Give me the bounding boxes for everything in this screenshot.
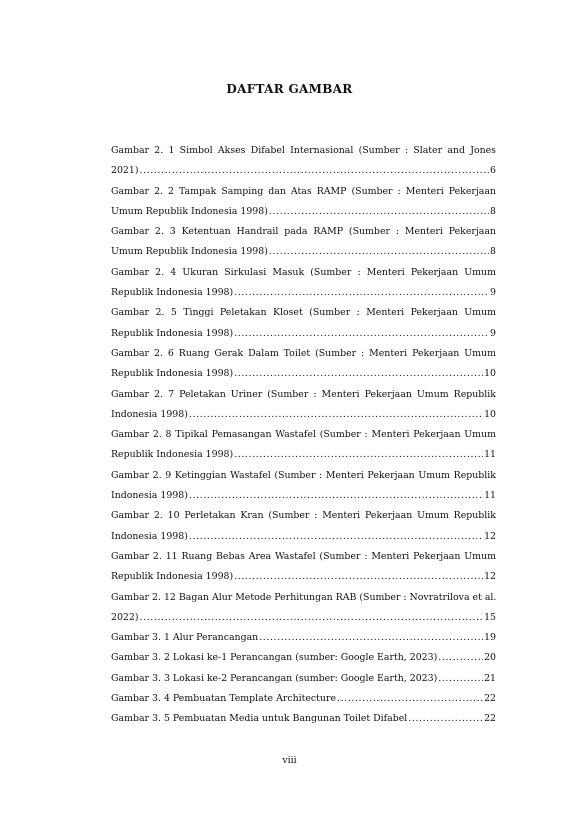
toc-entry[interactable] [111, 628, 496, 648]
toc-entry-caption-tail: Republik Indonesia 1998) [111, 571, 234, 583]
toc-entry[interactable] [111, 141, 496, 182]
dot-leader [438, 648, 483, 668]
toc-entry[interactable] [111, 303, 496, 344]
dot-leader [234, 283, 489, 303]
toc-entry-caption-tail: Republik Indonesia 1998) [111, 327, 234, 339]
toc-entry[interactable] [111, 466, 496, 507]
dot-leader [234, 445, 483, 465]
dot-leader [337, 689, 483, 709]
toc-entry-leader-line [111, 202, 496, 222]
toc-entry[interactable] [111, 182, 496, 223]
toc-entry[interactable] [111, 689, 496, 709]
toc-entry-page-number: 10 [484, 368, 496, 380]
toc-entry-leader-line [111, 648, 496, 668]
toc-entry-caption-tail: Indonesia 1998) [111, 490, 188, 502]
toc-entry-caption-tail: Republik Indonesia 1998) [111, 287, 234, 299]
toc-entry-leader-line [111, 242, 496, 262]
toc-entry-caption-line: Gambar 2. 4 Ukuran Sirkulasi Masuk (Sumber : Menteri Pekerjaan Umum [111, 266, 496, 278]
toc-entry-leader-line [111, 445, 496, 465]
toc-entry-caption-tail: 2022) [111, 611, 139, 623]
toc-entry-caption-line: Gambar 2. 7 Peletakan Uriner (Sumber : Menteri Pekerjaan Umum Republik [111, 388, 496, 400]
toc-entry-leader-line [111, 669, 496, 689]
dot-leader [269, 242, 489, 262]
toc-entry-caption-line: Gambar 2. 3 Ketentuan Handrail pada RAMP (Sumber : Menteri Pekerjaan [111, 226, 496, 238]
toc-entry-caption-tail: Gambar 3. 5 Pembuatan Media untuk Bangunan Toilet Difabel [111, 713, 408, 725]
toc-entry[interactable] [111, 263, 496, 304]
toc-entry-caption-tail: Indonesia 1998) [111, 530, 188, 542]
toc-entry[interactable] [111, 648, 496, 668]
toc-entry-caption-tail: Umum Republik Indonesia 1998) [111, 246, 268, 258]
toc-entry-leader-line [111, 486, 496, 506]
toc-entry-page-number: 21 [484, 672, 496, 684]
toc-entry[interactable] [111, 588, 496, 629]
toc-entry-caption-tail: Indonesia 1998) [111, 408, 188, 420]
dot-leader [259, 628, 483, 648]
toc-entry-leader-line [111, 405, 496, 425]
toc-entry-page-number: 20 [484, 652, 496, 664]
toc-entry-leader-line [111, 324, 496, 344]
toc-entry-caption-line: Gambar 2. 11 Ruang Bebas Area Wastafel (Sumber : Menteri Pekerjaan Umum [111, 550, 496, 562]
toc-entry-page-number: 9 [490, 287, 496, 299]
toc-entry-page-number: 11 [484, 490, 496, 502]
toc-entry-page-number: 12 [484, 530, 496, 542]
toc-entry-page-number: 6 [490, 165, 496, 177]
toc-entry-leader-line [111, 283, 496, 303]
toc-entry-leader-line [111, 161, 496, 181]
dot-leader [408, 709, 483, 729]
dot-leader [234, 567, 483, 587]
toc-entry[interactable] [111, 222, 496, 263]
dot-leader [189, 527, 483, 547]
toc-entry-page-number: 22 [484, 693, 496, 705]
toc-entry[interactable] [111, 547, 496, 588]
toc-entry-leader-line [111, 527, 496, 547]
toc-entry-caption-line: Gambar 2. 1 Simbol Akses Difabel Internasional (Sumber : Slater and Jones [111, 145, 496, 156]
toc-entry[interactable] [111, 385, 496, 426]
toc-entry-page-number: 10 [484, 408, 496, 420]
toc-entry-page-number: 22 [484, 713, 496, 725]
page-number: viii [282, 755, 297, 766]
toc-entry-leader-line [111, 689, 496, 709]
toc-entry[interactable] [111, 669, 496, 689]
toc-entry-leader-line [111, 364, 496, 384]
toc-entry[interactable] [111, 425, 496, 466]
toc-entry-leader-line [111, 709, 496, 729]
dot-leader [140, 161, 490, 181]
toc-entry-caption-tail: Umum Republik Indonesia 1998) [111, 205, 268, 217]
toc-entry-leader-line [111, 628, 496, 648]
list-of-figures [111, 141, 496, 730]
toc-entry-caption-line: Gambar 2. 9 Ketinggian Wastafel (Sumber : Menteri Pekerjaan Umum Republik [111, 469, 496, 481]
toc-entry[interactable] [111, 344, 496, 385]
dot-leader [438, 669, 483, 689]
toc-entry-page-number: 8 [490, 246, 496, 258]
toc-entry-page-number: 11 [484, 449, 496, 461]
dot-leader [234, 364, 483, 384]
dot-leader [189, 405, 483, 425]
toc-entry-caption-tail: Republik Indonesia 1998) [111, 449, 234, 461]
toc-entry-page-number: 12 [484, 571, 496, 583]
toc-entry-caption-tail: Gambar 3. 2 Lokasi ke-1 Perancangan (sumber: Google Earth, 2023) [111, 652, 438, 664]
toc-entry-leader-line [111, 608, 496, 628]
toc-entry-caption-line: Gambar 2. 6 Ruang Gerak Dalam Toilet (Sumber : Menteri Pekerjaan Umum [111, 347, 496, 359]
toc-entry-caption-line: Gambar 2. 2 Tampak Samping dan Atas RAMP (Sumber : Menteri Pekerjaan [111, 185, 496, 197]
toc-entry-page-number: 19 [484, 632, 496, 644]
dot-leader [140, 608, 484, 628]
dot-leader [234, 324, 489, 344]
toc-entry-caption-tail: Gambar 3. 1 Alur Perancangan [111, 632, 259, 644]
toc-entry-caption-tail: Republik Indonesia 1998) [111, 368, 234, 380]
toc-entry-caption-tail: Gambar 3. 4 Pembuatan Template Architecture [111, 693, 337, 705]
toc-entry-caption-line: Gambar 2. 8 Tipikal Pemasangan Wastafel (Sumber : Menteri Pekerjaan Umum [111, 429, 496, 441]
toc-entry-caption-tail: 2021) [111, 165, 139, 177]
dot-leader [189, 486, 483, 506]
toc-entry-caption-line: Gambar 2. 5 Tinggi Peletakan Kloset (Sumber : Menteri Pekerjaan Umum [111, 307, 496, 319]
toc-entry[interactable] [111, 709, 496, 729]
toc-entry-caption-tail: Gambar 3. 3 Lokasi ke-2 Perancangan (sumber: Google Earth, 2023) [111, 672, 438, 684]
dot-leader [269, 202, 489, 222]
toc-entry-caption-line: Gambar 2. 12 Bagan Alur Metode Perhitungan RAB (Sumber : Novratrilova et al. [111, 591, 496, 603]
toc-entry[interactable] [111, 506, 496, 547]
toc-entry-page-number: 15 [484, 611, 496, 623]
page-title: DAFTAR GAMBAR [226, 82, 353, 96]
toc-entry-page-number: 8 [490, 205, 496, 217]
toc-entry-caption-line: Gambar 2. 10 Perletakan Kran (Sumber : Menteri Pekerjaan Umum Republik [111, 510, 496, 522]
toc-entry-page-number: 9 [490, 327, 496, 339]
toc-entry-leader-line [111, 567, 496, 587]
